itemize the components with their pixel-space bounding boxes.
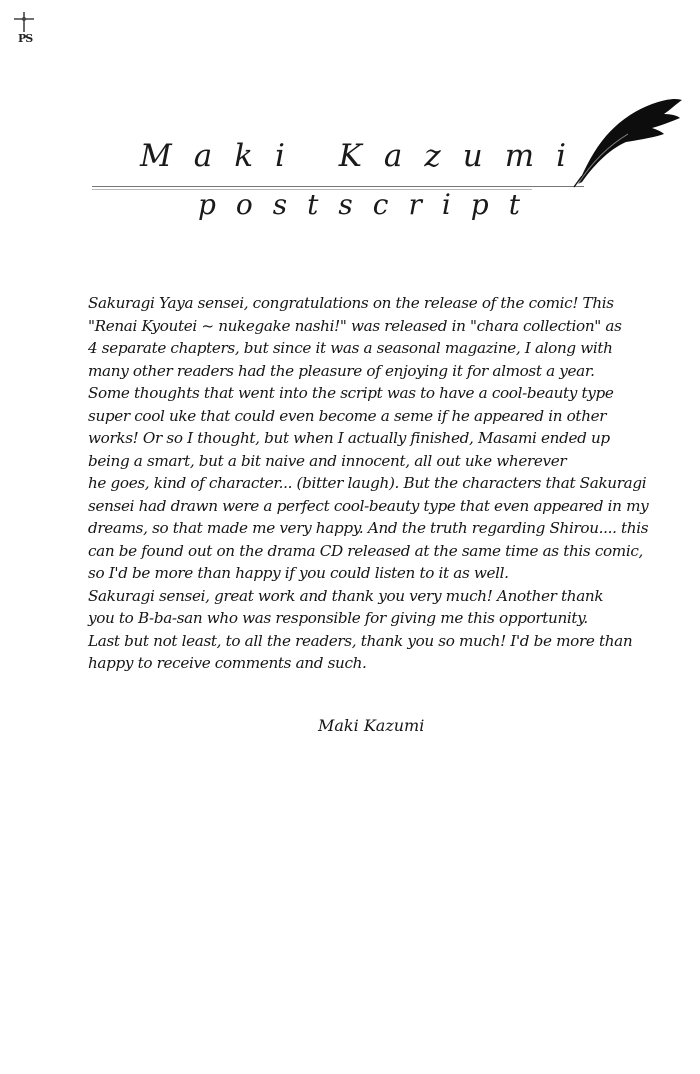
body-line: you to B-ba-san who was responsible for giving me this opportunity. [88,609,588,627]
body-line: Sakuragi Yaya sensei, congratulations on the release of the comic! This [88,294,614,312]
body-line: works! Or so I thought, but when I actually finished, Masami ended up [88,429,610,447]
body-line: "Renai Kyoutei ~ nukegake nashi!" was released in "chara collection" as [88,316,622,335]
page-subtitle: postscript [198,188,540,221]
body-line: so I'd be more than happy if you could listen to it as well. [88,564,509,582]
body-line: dreams, so that made me very happy. And the truth regarding Shirou.... this [88,519,649,537]
body-line: Some thoughts that went into the script was to have a cool-beauty type [88,384,614,402]
body-line: happy to receive comments and such. [88,654,367,672]
body-line: being a smart, but a bit naive and innocent, all out uke wherever [88,451,567,470]
body-line: many other readers had the pleasure of enjoying it for almost a year. [88,361,595,380]
body-line: Last but not least, to all the readers, thank you so much! I'd be more than [88,631,633,650]
body-line: he goes, kind of character... (bitter laugh). But the characters that Sakuragi [88,474,647,492]
header-divider [92,186,584,187]
author-title: Maki Kazumi [140,138,589,174]
logo-text: PS [18,32,33,45]
quill-pen-icon [572,92,684,188]
author-signature: Maki Kazumi [318,716,425,735]
postscript-body [88,292,668,675]
body-line: Sakuragi sensei, great work and thank you very much! Another thank [88,586,604,605]
body-line: can be found out on the drama CD released at the same time as this comic, [88,541,643,560]
body-line: 4 separate chapters, but since it was a seasonal magazine, I along with [88,339,613,357]
body-line: sensei had drawn were a perfect cool-beauty type that even appeared in my [88,496,649,515]
body-line: super cool uke that could even become a seme if he appeared in other [88,406,607,425]
